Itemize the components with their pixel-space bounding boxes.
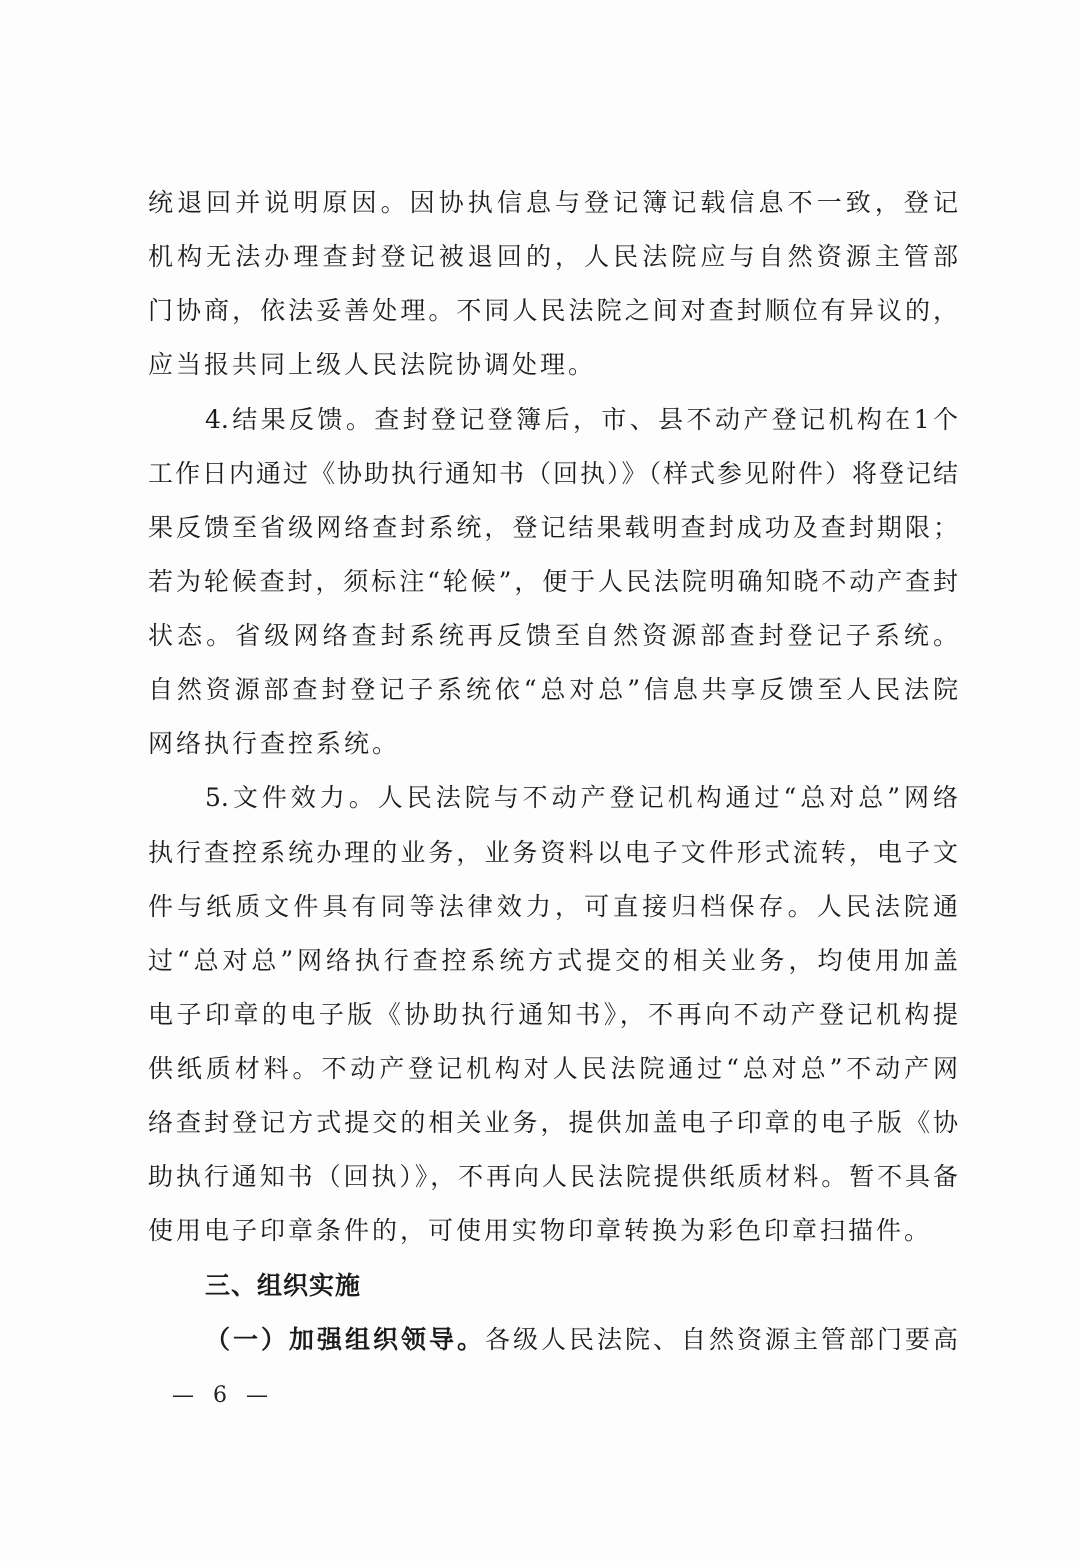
text-line: 电子印章的电子版《协助执行通知书》，不再向不动产登记机构提 (148, 999, 958, 1029)
text-line: 工作日内通过《协助执行通知书（回执）》（样式参见附件）将登记结 (148, 458, 958, 488)
text-line: 门协商，依法妥善处理。不同人民法院之间对查封顺位有异议的， (148, 296, 958, 326)
text-line: 执行查控系统办理的业务，业务资料以电子文件形式流转，电子文 (148, 837, 958, 867)
text-line: 使用电子印章条件的，可使用实物印章转换为彩色印章扫描件。 (148, 1216, 933, 1246)
text-line: 网络执行查控系统。 (148, 729, 401, 759)
text-line: 统退回并说明原因。因协执信息与登记簿记载信息不一致，登记 (148, 188, 958, 217)
text-line: 果反馈至省级网络查封系统，登记结果载明查封成功及查封期限； (148, 512, 958, 542)
text-line: 件与纸质文件具有同等法律效力，可直接归档保存。人民法院通 (148, 891, 958, 921)
text-line: 应当报共同上级人民法院协调处理。 (148, 350, 597, 380)
text-line: 供纸质材料。不动产登记机构对人民法院通过“总对总”不动产网 (148, 1054, 958, 1083)
text-line: 若为轮候查封，须标注“轮候”，便于人民法院明确知晓不动产查封 (148, 566, 958, 596)
paragraph-result-feedback (148, 393, 958, 772)
subsection-text: 各级人民法院、自然资源主管部门要高 (485, 1324, 958, 1354)
text-line: 自然资源部查封登记子系统依“总对总”信息共享反馈至人民法院 (148, 675, 958, 705)
paragraph-document-validity (148, 771, 958, 1258)
text-line: 5.文件效力。人民法院与不动产登记机构通过“总对总”网络 (205, 783, 958, 813)
text-line: 过“总对总”网络执行查控系统方式提交的相关业务，均使用加盖 (148, 945, 958, 975)
text-line: 助执行通知书（回执）》，不再向人民法院提供纸质材料。暂不具备 (148, 1162, 958, 1192)
document-body (148, 176, 958, 1367)
page-number: — 6 — (172, 1383, 274, 1408)
text-line: 4.结果反馈。查封登记登簿后，市、县不动产登记机构在1个 (205, 404, 958, 434)
section-heading: 三、组织实施 (205, 1270, 362, 1300)
subsection-heading: （一）加强组织领导。 (205, 1324, 485, 1354)
paragraph-registration-return (148, 176, 958, 393)
text-line: 机构无法办理查封登记被退回的，人民法院应与自然资源主管部 (148, 242, 958, 272)
text-line: 络查封登记方式提交的相关业务，提供加盖电子印章的电子版《协 (148, 1108, 958, 1138)
text-line: 状态。省级网络查封系统再反馈至自然资源部查封登记子系统。 (148, 621, 958, 650)
subsection-line (148, 1313, 958, 1367)
